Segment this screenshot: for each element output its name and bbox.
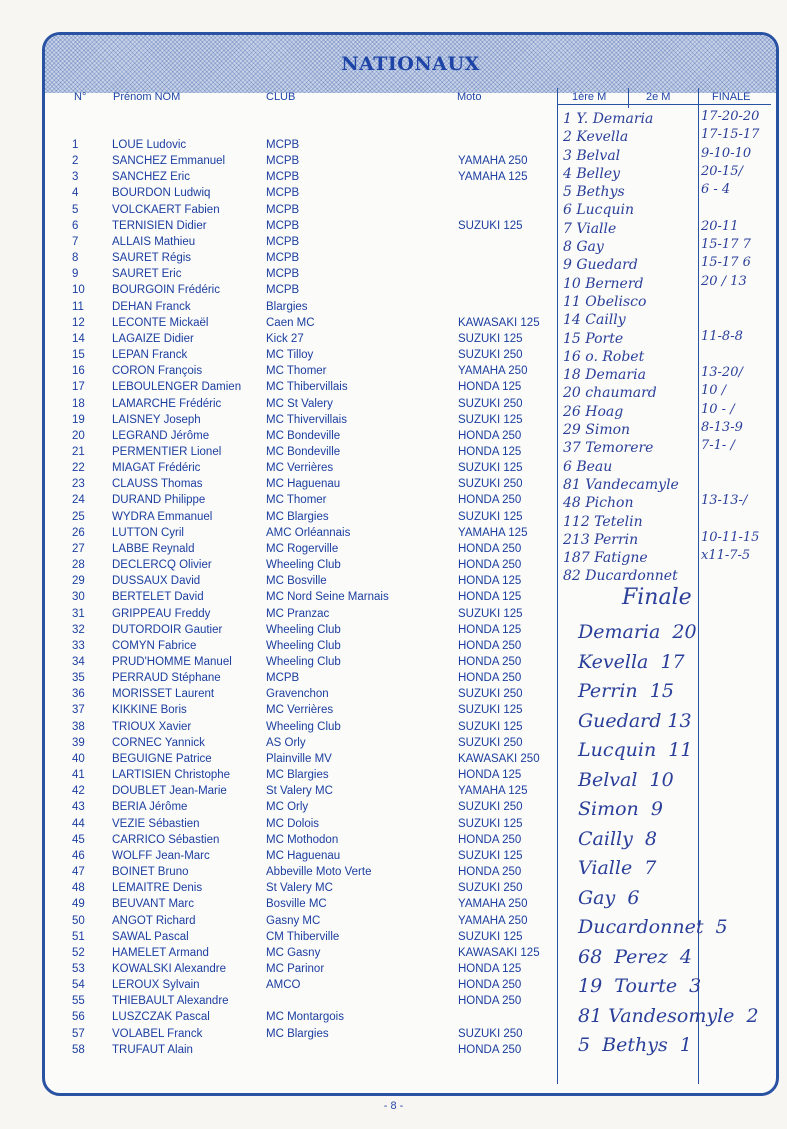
rider-names: LOUE Ludovic SANCHEZ Emmanuel SANCHEZ Eric BOURDON Ludwiq VOLCKAERT Fabien TERNISIEN Didier ALLAIS Mathieu SAURET Régis SAURET Eric BOURGOIN Frédéric DEHAN Franck LECONTE Mickaël LAGAIZE Didier LEPAN Franck CORON François LEBOULENGER Damien LAMARCHE Frédéric LAISNEY Joseph LEGRAND Jérôme PERMENTIER Lionel MIAGAT Frédéric CLAUSS Thomas DURAND Philippe WYDRA Emmanuel LUTTON Cyril LABBE Reynald DECLERCQ Olivier DUSSAUX David BERTELET David GRIPPEAU Freddy DUTORDOIR Gautier COMYN Fabrice PRUD'HOMME Manuel PERRAUD Stéphane MORISSET Laurent KIKKINE Boris TRIOUX Xavier CORNEC Yannick BEGUIGNE Patrice LARTISIEN Christophe DOUBLET Jean-Marie BERIA Jérôme VEZIE Sébastien CARRICO Sébastien WOLFF Jean-Marc BOINET Bruno LEMAITRE Denis BEUVANT Marc ANGOT Richard SAWAL Pascal HAMELET Armand KOWALSKI Alexandre LEROUX Sylvain THIEBAULT Alexandre LUSZCZAK Pascal VOLABEL Franck TRUFAUT Alain: [112, 139, 242, 1056]
header-manche-1: 1ère M: [572, 91, 607, 103]
handwritten-finale-scores: 17-20-20 17-15-17 9-10-10 20-15/ 6 - 4 20-11 15-17 7 15-17 6 20 / 13 11-8-8 13-20/ 10 / 10 - / 8-13-9 7-1- / 13-13-/ 10-11-15 x11-7-5: [701, 109, 760, 564]
header-moto: Moto: [457, 91, 482, 103]
page-number: - 8 -: [383, 1100, 404, 1112]
rider-clubs: MCPB MCPB MCPB MCPB MCPB MCPB MCPB MCPB MCPB MCPB Blargies Caen MC Kick 27 MC Tilloy MC Thomer MC Thibervillais MC St Valery MC Thivervillais MC Bondeville MC Bondeville MC Verrières MC Haguenau MC Thomer MC Blargies AMC Orléannais MC Rogerville Wheeling Club MC Bosville MC Nord Seine Marnais MC Pranzac Wheeling Club Wheeling Club Wheeling Club MCPB Gravenchon MC Verrières Wheeling Club AS Orly Plainville MV MC Blargies St Valery MC MC Orly MC Dolois MC Mothodon MC Haguenau Abbeville Moto Verte St Valery MC Bosville MC Gasny MC CM Thiberville MC Gasny MC Parinor AMCO MC Montargois MC Blargies: [266, 139, 389, 1040]
page-title: NATIONAUX: [341, 53, 480, 75]
handwritten-finale-ranking: Demaria 20 Kevella 17 Perrin 15 Guedard 13 Lucquin 11 Belval 10 Simon 9 Cailly 8 Vialle 7 Gay 6 Ducardonnet 5 68 Perez 4 19 Tourte 3 81 Vandesomyle 2 5 Bethys 1: [578, 621, 759, 1056]
header-club: CLUB: [266, 91, 296, 103]
rider-numbers: 1 2 3 4 5 6 7 8 9 10 11 12 14 15 16 17 18 19 20 21 22 23 24 25 26 27 28 29 30 31 32 33 34 35 36 37 38 39 40 41 42 43 44 45 46 47 48 49 50 51 52 53 54 55 56 57 58: [72, 139, 85, 1056]
column-divider: [557, 88, 558, 1084]
header-no: N°: [74, 91, 87, 103]
header-name: Prénom NOM: [113, 91, 181, 103]
rider-motos: YAMAHA 250 YAMAHA 125 SUZUKI 125 KAWASAKI 125 SUZUKI 125 SUZUKI 250 YAMAHA 250 HONDA 125 SUZUKI 250 SUZUKI 125 HONDA 250 HONDA 125 SUZUKI 125 SUZUKI 250 HONDA 250 SUZUKI 125 YAMAHA 125 HONDA 250 HONDA 250 HONDA 125 HONDA 125 SUZUKI 125 HONDA 125 HONDA 250 HONDA 250 HONDA 250 SUZUKI 250 SUZUKI 125 SUZUKI 125 SUZUKI 250 KAWASAKI 250 HONDA 125 YAMAHA 125 SUZUKI 250 SUZUKI 125 HONDA 250 SUZUKI 125 HONDA 250 SUZUKI 250 YAMAHA 250 YAMAHA 250 SUZUKI 125 KAWASAKI 125 HONDA 125 HONDA 250 HONDA 250 SUZUKI 250 HONDA 250: [458, 155, 540, 1056]
header-finale: FINALE: [712, 91, 751, 103]
handwritten-finale-title: Finale: [622, 585, 692, 610]
header-underline: [557, 104, 771, 105]
column-divider: [628, 88, 629, 108]
handwritten-manche-results: 1 Y. Demaria 2 Kevella 3 Belval 4 Belley 5 Bethys 6 Lucquin 7 Vialle 8 Gay 9 Guedard 10 Bernerd 11 Obelisco 14 Cailly 15 Porte 16 o. Robet 18 Demaria 20 chaumard 26 Hoag 29 Simon 37 Temorere 6 Beau 81 Vandecamyle 48 Pichon 112 Tetelin 213 Perrin 187 Fatigne 82 Ducardonnet: [563, 111, 679, 585]
header-manche-2: 2e M: [646, 91, 671, 103]
